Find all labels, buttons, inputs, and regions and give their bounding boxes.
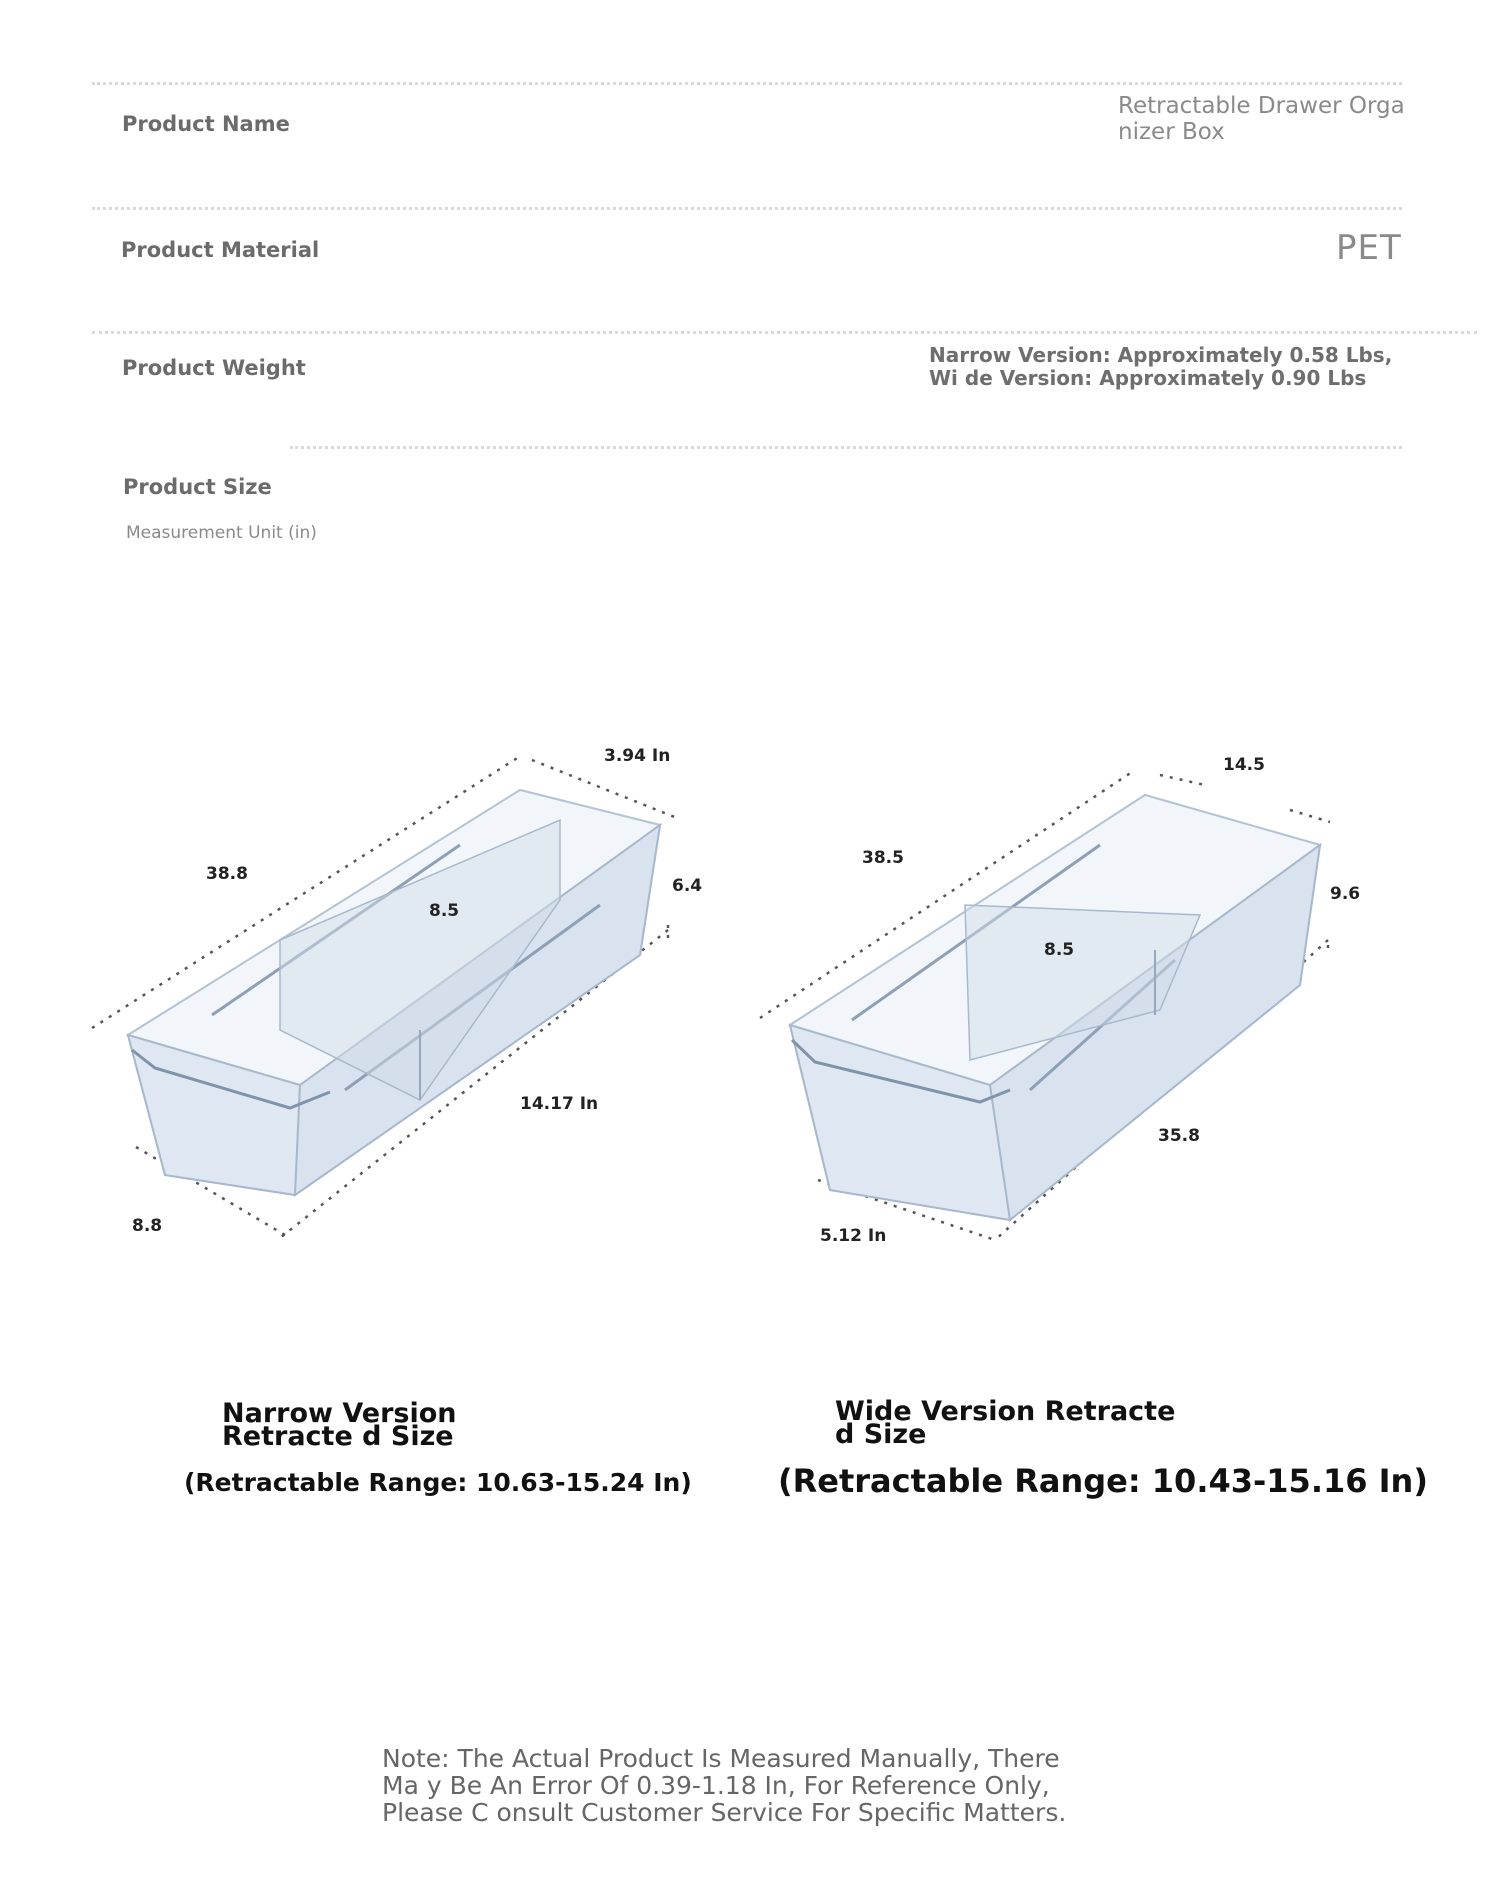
narrow-front-width-label: 8.8: [132, 1216, 163, 1236]
wide-front-width-label: 5.12 In: [820, 1226, 887, 1246]
wide-box-image: [760, 770, 1330, 1240]
product-name-value: Retractable Drawer Orga nizer Box: [1118, 93, 1405, 145]
wide-divider-label: 8.5: [1044, 940, 1075, 960]
wide-bottom-length-label: 35.8: [1158, 1126, 1200, 1146]
product-name-label: Product Name: [122, 112, 290, 136]
narrow-box-image: [92, 755, 677, 1238]
product-weight-value: Narrow Version: Approximately 0.58 Lbs, Wi de Version: Approximately 0.90 Lbs: [929, 343, 1393, 390]
measurement-note: Note: The Actual Product Is Measured Manually, There Ma y Be An Error Of 0.39-1.18 In, For Reference Only, Please C onsult Customer Service For Specific Matters.: [382, 1744, 1067, 1827]
wide-range: (Retractable Range: 10.43-15.16 In): [778, 1462, 1428, 1500]
narrow-divider-label: 8.5: [429, 901, 460, 921]
narrow-caption: Narrow Version Retracte d Size: [222, 1398, 457, 1452]
product-weight-label: Product Weight: [122, 356, 306, 380]
product-size-label: Product Size: [123, 475, 272, 499]
measurement-unit: Measurement Unit (in): [126, 523, 317, 543]
narrow-height-label: 6.4: [672, 876, 703, 896]
narrow-top-width-label: 3.94 In: [604, 746, 671, 766]
narrow-top-length-label: 38.8: [206, 864, 248, 884]
wide-height-label: 9.6: [1330, 884, 1361, 904]
narrow-bottom-length-label: 14.17 In: [520, 1094, 599, 1114]
product-material-value: PET: [1336, 228, 1402, 268]
narrow-range: (Retractable Range: 10.63-15.24 In): [184, 1468, 692, 1497]
wide-top-length-label: 38.5: [862, 848, 904, 868]
wide-top-width-label: 14.5: [1223, 755, 1265, 775]
wide-caption: Wide Version Retracte d Size: [835, 1396, 1176, 1450]
product-material-label: Product Material: [121, 238, 320, 262]
